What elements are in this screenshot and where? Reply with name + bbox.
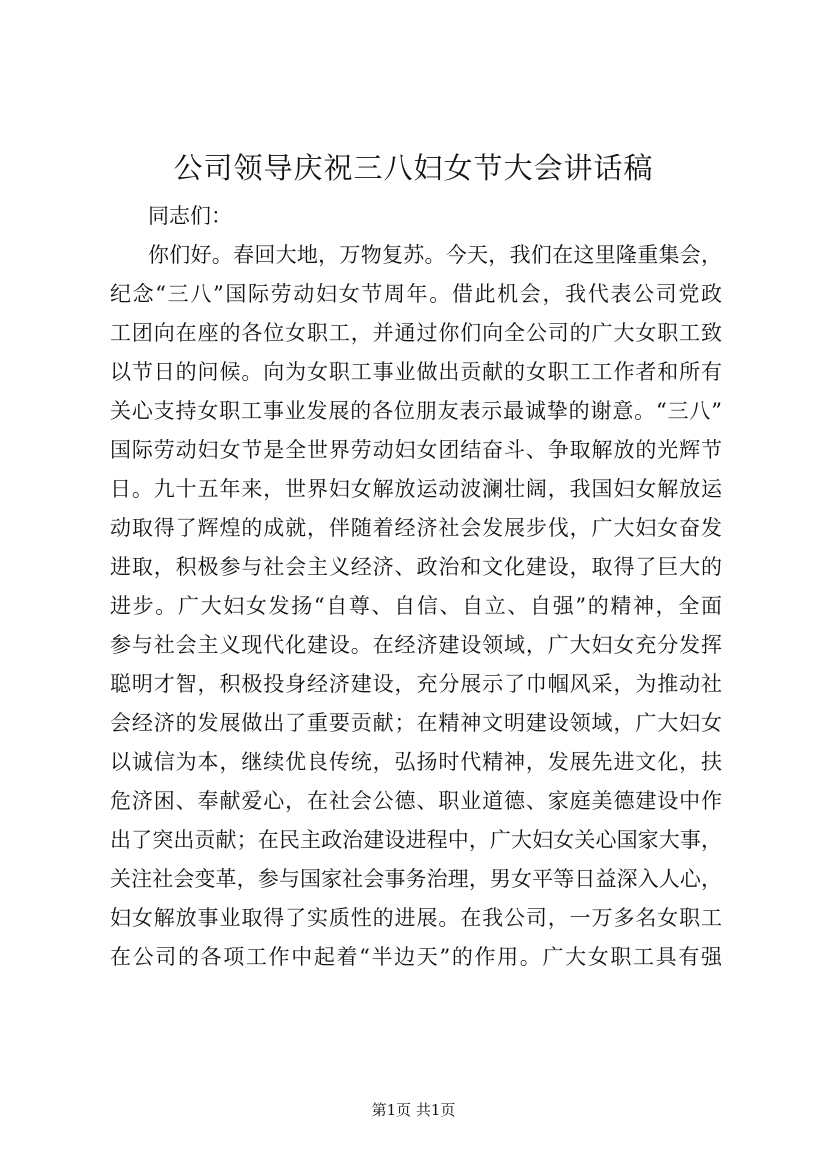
body-line: 进取，积极参与社会主义经济、政治和文化建设，取得了巨大的	[110, 555, 722, 579]
page-number: 第1页 共1页	[371, 1101, 456, 1119]
body-line: 关注社会变革，参与国家社会事务治理，男女平等日益深入人心，	[110, 867, 722, 891]
body-line: 会经济的发展做出了重要贡献；在精神文明建设领域，广大妇女	[110, 711, 722, 735]
body-line: 出了突出贡献；在民主政治建设进程中，广大妇女关心国家大事，	[110, 828, 722, 852]
body-paragraph	[110, 236, 722, 977]
body-line: 参与社会主义现代化建设。在经济建设领域，广大妇女充分发挥	[110, 633, 722, 657]
body-line: 妇女解放事业取得了实质性的进展。在我公司，一万多名女职工	[110, 906, 722, 930]
document-title: 公司领导庆祝三八妇女节大会讲话稿	[173, 151, 654, 185]
body-line: 聪明才智，积极投身经济建设，充分展示了巾帼风采，为推动社	[110, 672, 722, 696]
body-line: 日。九十五年来，世界妇女解放运动波澜壮阔，我国妇女解放运	[110, 477, 722, 501]
body-line: 你们好。春回大地，万物复苏。今天，我们在这里隆重集会，	[148, 243, 722, 267]
body-line: 国际劳动妇女节是全世界劳动妇女团结奋斗、争取解放的光辉节	[110, 438, 722, 462]
salutation: 同志们：	[148, 204, 232, 228]
body-line: 以节日的问候。向为女职工事业做出贡献的女职工工作者和所有	[110, 360, 722, 384]
body-line: 进步。广大妇女发扬“自尊、自信、自立、自强”的精神，全面	[110, 594, 722, 618]
body-line: 危济困、奉献爱心，在社会公德、职业道德、家庭美德建设中作	[110, 789, 722, 813]
body-line: 工团向在座的各位女职工，并通过你们向全公司的广大女职工致	[110, 321, 722, 345]
body-line: 关心支持女职工事业发展的各位朋友表示最诚挚的谢意。“三八”	[110, 399, 722, 423]
body-line: 纪念“三八”国际劳动妇女节周年。借此机会，我代表公司党政	[110, 282, 722, 306]
body-line: 在公司的各项工作中起着“半边天”的作用。广大女职工具有强	[110, 945, 722, 969]
body-line: 以诚信为本，继续优良传统，弘扬时代精神，发展先进文化，扶	[110, 750, 722, 774]
body-line: 动取得了辉煌的成就，伴随着经济社会发展步伐，广大妇女奋发	[110, 516, 722, 540]
